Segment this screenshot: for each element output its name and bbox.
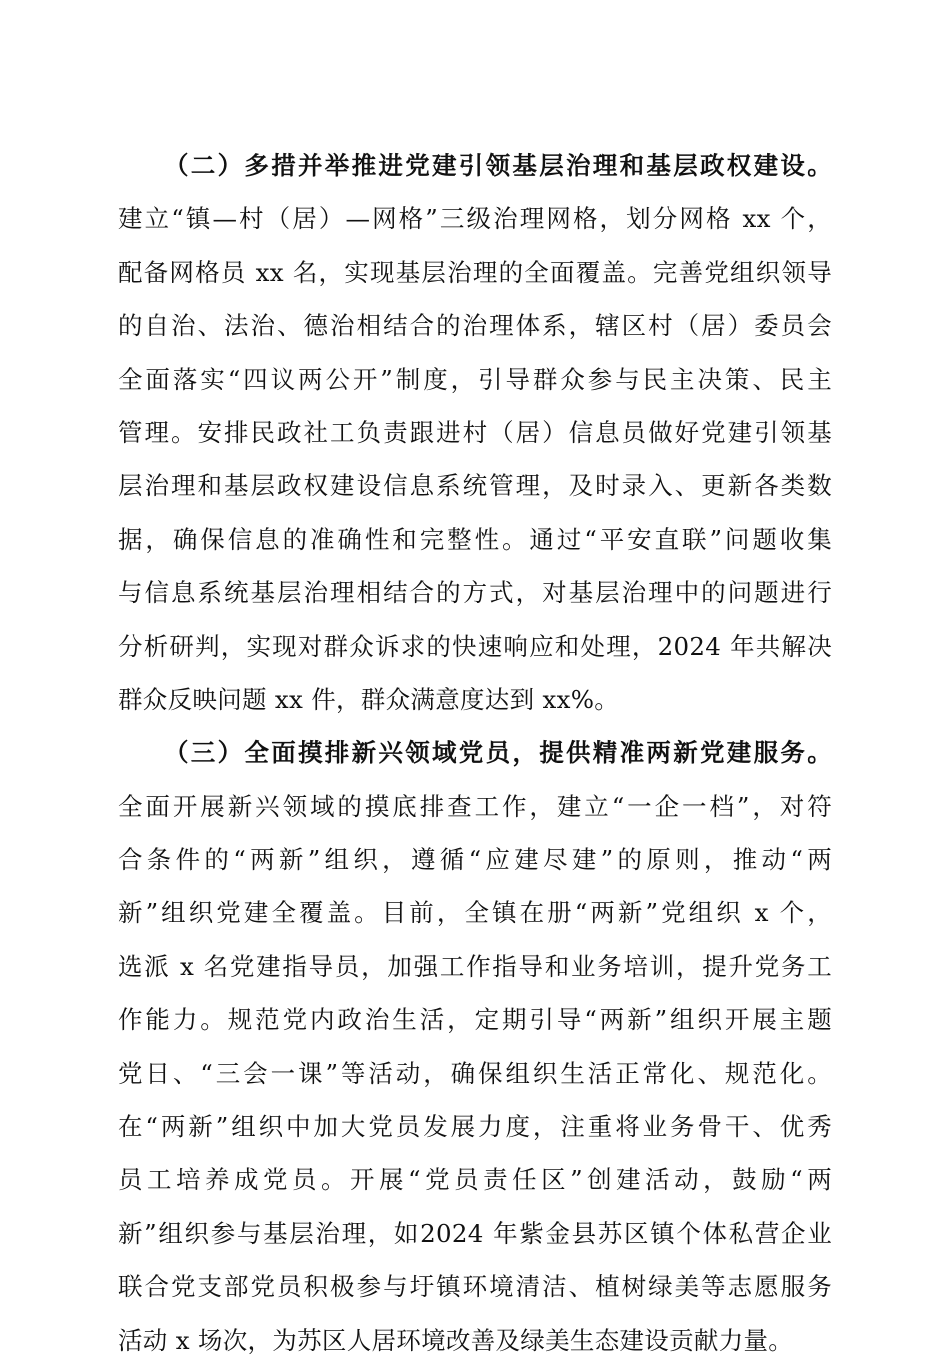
section-2-heading: （二）多措并举推进党建引领基层治理和基层政权建设。 (164, 151, 832, 180)
section-3-line: 党日、“三会一课”等活动，确保组织生活正常化、规范化。 (118, 1058, 832, 1088)
section-3-line: 新”组织参与基层治理，如2024 年紫金县苏区镇个体私营企业 (118, 1218, 832, 1248)
section-3-line: 合条件的“两新”组织，遵循“应建尽建”的原则，推动“两 (118, 845, 832, 875)
section-3-line: 在“两新”组织中加大党员发展力度，注重将业务骨干、优秀 (118, 1112, 832, 1142)
section-3-line: 活动 x 场次，为苏区人居环境改善及绿美生态建设贡献力量。 (118, 1325, 794, 1355)
section-2-line: 群众反映问题 xx 件，群众满意度达到 xx%。 (118, 684, 620, 714)
document-page (118, 139, 832, 1367)
section-2-line: 建立“镇—村（居）—网格”三级治理网格，划分网格 xx 个， (118, 204, 832, 234)
section-3-line: 员工培养成党员。开展“党员责任区”创建活动，鼓励“两 (118, 1165, 832, 1195)
section-3-heading: （三）全面摸排新兴领域党员，提供精准两新党建服务。 (164, 738, 832, 768)
section-2-line: 全面落实“四议两公开”制度，引导群众参与民主决策、民主 (118, 364, 832, 394)
section-2-line: 层治理和基层政权建设信息系统管理，及时录入、更新各类数 (118, 471, 832, 501)
section-2-line: 与信息系统基层治理相结合的方式，对基层治理中的问题进行 (118, 578, 832, 608)
section-2-line: 管理。安排民政社工负责跟进村（居）信息员做好党建引领基 (118, 417, 832, 447)
section-3-line: 全面开展新兴领域的摸底排查工作，建立“一企一档”，对符 (118, 791, 832, 821)
section-3-line: 作能力。规范党内政治生活，定期引导“两新”组织开展主题 (118, 1005, 832, 1035)
section-3-line: 联合党支部党员积极参与圩镇环境清洁、植树绿美等志愿服务 (118, 1272, 832, 1302)
section-3 (118, 726, 832, 1367)
section-2-line: 分析研判，实现对群众诉求的快速响应和处理，2024 年共解决 (118, 631, 832, 661)
section-3-line: 新”组织党建全覆盖。目前，全镇在册“两新”党组织 x 个， (118, 898, 832, 928)
section-2 (118, 139, 832, 726)
section-3-line: 选派 x 名党建指导员，加强工作指导和业务培训，提升党务工 (118, 951, 832, 981)
section-2-line: 配备网格员 xx 名，实现基层治理的全面覆盖。完善党组织领导 (118, 257, 832, 287)
section-2-line: 据，确保信息的准确性和完整性。通过“平安直联”问题收集 (118, 524, 832, 554)
section-2-line: 的自治、法治、德治相结合的治理体系，辖区村（居）委员会 (118, 311, 832, 341)
